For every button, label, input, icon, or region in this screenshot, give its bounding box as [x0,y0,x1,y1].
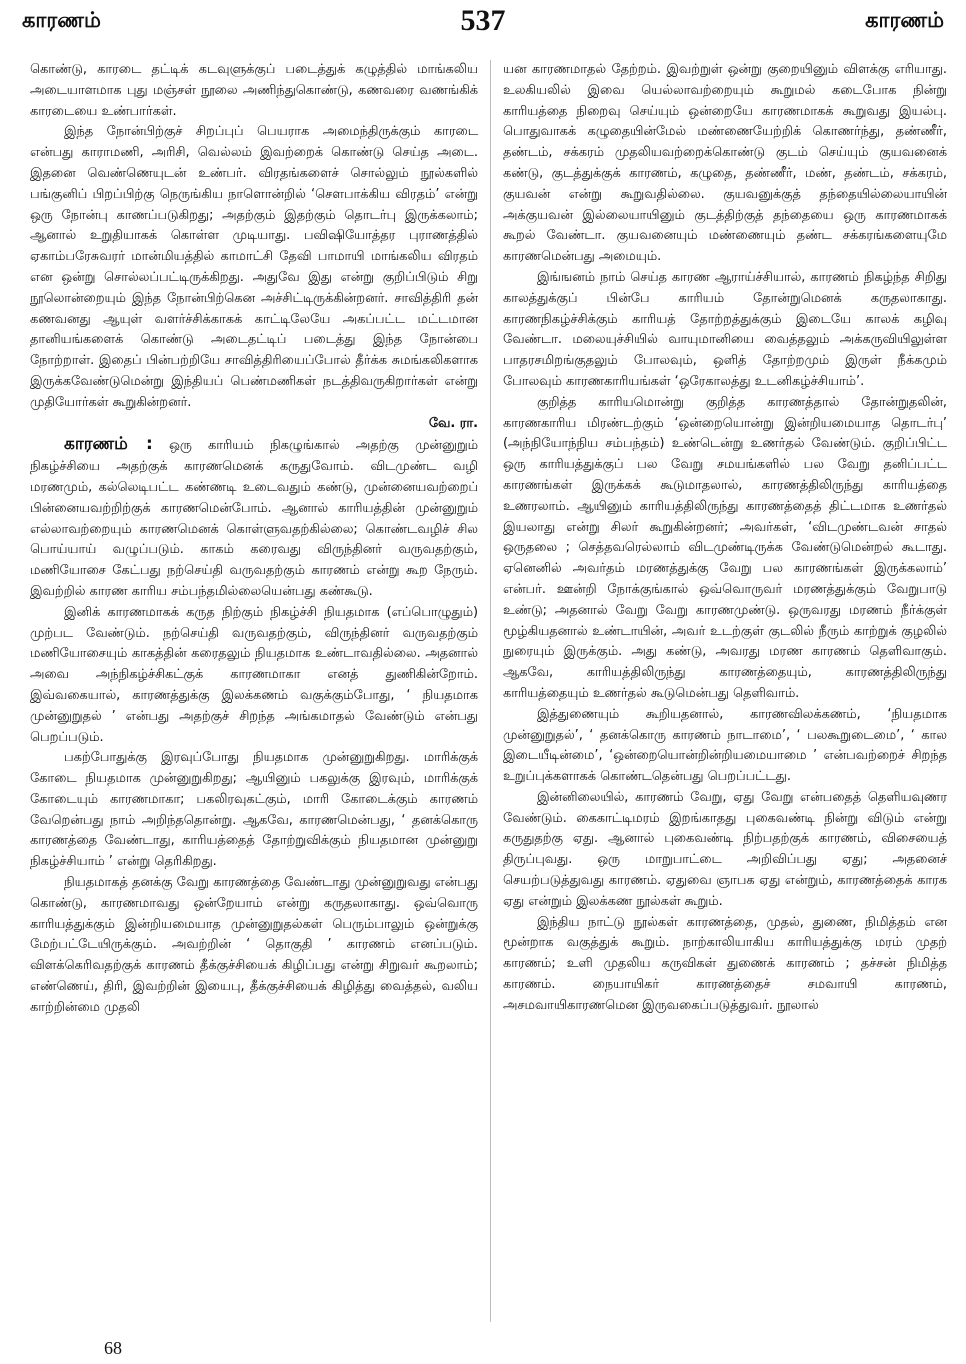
entry-text: ஒரு காரியம் நிகழுங்கால் அதற்கு முன்னுறும் நிகழ்ச்சியை அதற்குக் காரணமெனக் கருதுவோம். விடமுண்ட வழி மரணமும், கல்லெடிபட்ட கண்ணடி உடைவதும் கண்டு, முன்னையவற்றைப் பின்னையவற்றிற்குக் காரணமென்போம். ஆனால் காரியத்தின் முன்னுறும் எல்லாவற்றையும் காரணமெனக் கொள்ளுவதற்கில்லை; கொண்டவழிச் சில பொய்யாய் வழுப்படும். காகம் கரைவது விருந்தினர் வருவதற்கும், மணியோசை கேட்பது நற்செய்தி வருவதற்கும் காரணம் என்று கூற நேரும். இவற்றில் காரண காரிய சம்பந்தமில்லையென்பது கண்கூடு. [30,438,478,599]
right-column [503,60,947,1322]
running-head-left: காரணம் [22,8,101,32]
entry-headword: காரணம் : [64,434,153,455]
paragraph: இங்ஙனம் நாம் செய்த காரண ஆராய்ச்சியால், காரணம் நிகழ்ந்த சிறிது காலத்துக்குப் பின்பே காரியம் தோன்றுமெனக் கருதலாகாது. காரணநிகழ்ச்சிக்கும் காரியத் தோற்றத்துக்கும் இடையே காலக் கழிவு வேண்டா. மலையுச்சியில் வாயுமானியை வைத்தலும் அக்கருவியிலுள்ள பாதரசமிறங்குதலும் போலவும், ஒளித் தோற்றமும் இருள் நீக்கமும் போலவும் காரணகாரியங்கள் ‘ஒரேகாலத்து உடனிகழ்ச்சியாம்’. [503,269,947,389]
paragraph: இத்துணையும் கூறியதனால், காரணவிலக்கணம், ‘நியதமாக முன்னுறுதல்’, ‘ தனக்கொரு காரணம் நாடாமை’, ‘ பலகூறுடைமை’, ‘ கால இடையீடின்மை’, ‘ஒன்றையொன்றின்றியமையாமை ’ என்பவற்றைச் சிறந்த உறுப்புக்களாகக் கொண்டதென்பது பெறப்பட்டது. [503,706,947,785]
left-column [30,60,478,1322]
author-initials: வே. ரா. [428,415,478,431]
paragraph: இந்திய நாட்டு நூல்கள் காரணத்தை, முதல், துணை, நிமித்தம் என மூன்றாக வகுத்துக் கூறும். நாற்காலியாகிய காரியத்துக்கு மரம் முதற் காரணம்; உளி முதலிய கருவிகள் துணைக் காரணம் ; தச்சன் நிமித்த காரணம். நையாயிகர் காரணத்தைச் சமவாயி காரணம், அசமவாயிகாரணமென இருவகைப்படுத்துவர். நூலால் [503,914,947,1013]
column-divider [490,60,491,1322]
entry-paragraph [30,434,478,602]
paragraph: இந்த நோன்பிற்குச் சிறப்புப் பெயராக அமைந்திருக்கும் காரடை என்பது காராமணி, அரிசி, வெல்லம் இவற்றைக் கொண்டு செய்த அடை. இதனை வெண்ணெயுடன் உண்பர். விரதங்களைச் சொல்லும் நூல்களில் பங்குனிப் பிறப்பிற்கு நெருங்கிய நாளொன்றில் ‘சௌபாக்கிய விரதம்’ என்று ஒரு நோன்பு காணப்படுகிறது; அதற்கும் இதற்கும் தொடர்பு இருக்கலாம்; ஆனால் உறுதியாகக் கொள்ள முடியாது. பவிஷியோத்தர புராணத்தில் ஏகாம்பரேசுவரர் மான்மியத்தில் காமாட்சி தேவி பாமாயி மாங்கலிய விரதம் என ஒன்று சொல்லப்பட்டிருக்கிறது. அதுவே இது என்று குறிப்பிடும் சிறு நூலொன்றையும் இந்த நோன்பிற்கென அச்சிட்டிருக்கின்றனர். சாவித்திரி தன் கணவனது ஆயுள் வளர்ச்சிக்காகக் காட்டிலேயே அகப்பட்ட மட்டமான தானியங்களைக் கொண்டு அடைதட்டிப் படைத்து இந்த நோன்பை நோற்றாள். இதைப் பின்பற்றியே சாவித்திரியைப்போல் தீர்க்க சுமங்கலிகளாக இருக்கவேண்டுமென்று இந்தியப் பெண்மணிகள் நடத்திவருகிறார்கள் என்று முதியோர்கள் கூறுகின்றனர். [30,124,478,410]
paragraph: பகற்போதுக்கு இரவுப்போது நியதமாக முன்னுறுகிறது. மாரிக்குக் கோடை நியதமாக முன்னுறுகிறது; ஆயினும் பகலுக்கு இரவும், மாரிக்குக் கோடையும் காரணமாகா; பகலிரவுகட்கும், மாரி கோடைக்கும் காரணம் வேறென்பது நாம் அறிந்ததொன்று. ஆகவே, காரணமென்பது, ‘ தனக்கொரு காரணத்தை வேண்டாது, காரியத்தைத் தோற்றுவிக்கும் நியதமான முன்னுறு நிகழ்ச்சியாம் ’ என்று தெரிகிறது. [30,750,478,870]
paragraph: குறித்த காரியமொன்று குறித்த காரணத்தால் தோன்றுதலின், காரணகாரிய மிரண்டற்கும் ‘ஒன்றையொன்று இன்றியமையாத தொடர்பு’ (அந்நியோந்நிய சம்பந்தம்) உண்டென்று உணர்தல் வேண்டும். குறிப்பிட்ட ஒரு காரியத்துக்குப் பல வேறு சமயங்களில் பல வேறு தனிப்பட்ட காரணங்கள் இருக்கக் கூடுமாதலால், காரணத்திலிருந்து காரியத்தை உணரலாம். ஆயினும் காரியத்திலிருந்து காரணத்தைத் திட்டமாக உணர்தல் இயலாது என்று சிலர் கூறுகின்றனர்; அவர்கள், ‘விடமுண்டவன் சாதல் ஒருதலை ; செத்தவரெல்லாம் விடமுண்டிருக்க வேண்டுமென்றல் கூடாது. ஏனெனில் அவர்தம் மரணத்துக்கு வேறு பல காரணங்கள் இருக்கலாம்’ என்பர். ஊன்றி நோக்குங்கால் ஒவ்வொருவர் மரணத்துக்கும் வேறுபாடு உண்டு; அதனால் வேறு வேறு காரணமுண்டு. ஒருவரது மரணம் நீர்க்குள் மூழ்கியதனால் உண்டாயின், அவர் உடற்குள் குடலில் நீரும் காற்றுக் குழலில் நுரையும் இருக்கும். அது கண்டு, அவரது மரண காரணம் தெளிவாகும். ஆகவே, காரியத்திலிருந்து காரணத்தையும், காரணத்திலிருந்து காரியத்தையும் உணர்தல் கூடுமென்பது தெளிவாம். [503,394,947,701]
running-head-right: காரணம் [865,8,944,32]
paragraph: நியதமாகத் தனக்கு வேறு காரணத்தை வேண்டாது முன்னுறுவது என்பது கொண்டு, காரணமாவது ஒன்றேயாம் என்று கருதலாகாது. ஒவ்வொரு காரியத்துக்கும் இன்றியமையாத முன்னுறுதல்கள் பெரும்பாலும் ஒன்றுக்கு மேற்பட்டேயிருக்கும். அவற்றின் ‘ தொகுதி ’ காரணம் எனப்படும். விளக்கெரிவதற்குக் காரணம் தீக்குச்சியைக் கிழிப்பது என்று சிறுவர் கூறலாம்; எண்ணெய், திரி, இவற்றின் இயைபு, தீக்குச்சியைக் கிழித்து வைத்தல், வலிய காற்றின்மை முதலி [30,875,478,1015]
paragraph-continuation: கொண்டு, காரடை தட்டிக் கடவுளுக்குப் படைத்துக் கழுத்தில் மாங்கலிய அடையாளமாக புது மஞ்சள் நூலை அணிந்துகொண்டு, கணவரை வணங்கிக் காரடையை உண்பார்கள். [30,62,478,119]
page-number: 537 [460,4,506,37]
folio-number: 68 [104,1338,122,1358]
paragraph-continuation: யன காரணமாதல் தேற்றம். இவற்றுள் ஒன்று குறையினும் விளக்கு எரியாது. உலகியலில் இவை யெல்லாவற்றையும் கூறுமல் கடைபோக நின்று காரியத்தை நிறைவு செய்யும் ஒன்றையே காரணமாகக் கூறுவது இயல்பு. பொதுவாகக் கழுதையின்மேல் மண்ணையேற்றிக் கொணர்ந்து, தண்ணீர், தண்டம், சக்கரம் முதலியவற்றைக்கொண்டு குடம் செய்யும் குயவனைக் கண்டு, குடத்துக்குக் காரணம், கழுதை, தண்ணீர், மண், தண்டம், சக்கரம், குயவன் என்று கூறுவதில்லை. குயவனுக்குத் தந்தையில்லையாயின் அக்குயவன் இல்லையாயினும் குடத்திற்குத் தந்தையை ஒரு காரணமாகக் கூறல் வேண்டா. குயவனையும் மண்ணையும் தண்ட சக்கரங்களையுமே காரணமென்பது அமையும். [503,62,947,265]
paragraph: இன்னிலையில், காரணம் வேறு, ஏது வேறு என்பதைத் தெளியவுணர வேண்டும். கைகாட்டிமரம் இறங்காதது புகைவண்டி நின்று விடும் என்று கருதுதற்கு ஏது. ஆனால் புகைவண்டி நிற்பதற்குக் காரணம், விசையைத் திருப்புவது. ஒரு மாறுபாட்டை அறிவிப்பது ஏது; அதனைச் செயற்படுத்துவது காரணம். ஏதுவை ஞாபக ஏது என்றும், காரணத்தைக் காரக ஏது என்றும் இலக்கண நூல்கள் கூறும். [503,789,947,909]
paragraph: இனிக் காரணமாகக் கருத நிற்கும் நிகழ்ச்சி நியதமாக (எப்பொழுதும்) முற்பட வேண்டும். நற்செய்தி வருவதற்கும், விருந்தினர் வருவதற்கும் மணியோசையும் காகத்தின் கரைதலும் நியதமாக உண்டாவதில்லை. அதனால் அவை அந்நிகழ்ச்சிகட்குக் காரணமாகா எனத் துணிகின்றோம். இவ்வகையால், காரணத்துக்கு இலக்கணம் வகுக்கும்போது, ‘ நியதமாக முன்னுறுதல் ’ என்பது அதற்குச் சிறந்த அங்கமாதல் வேண்டும் என்பது பெறப்படும். [30,604,478,745]
